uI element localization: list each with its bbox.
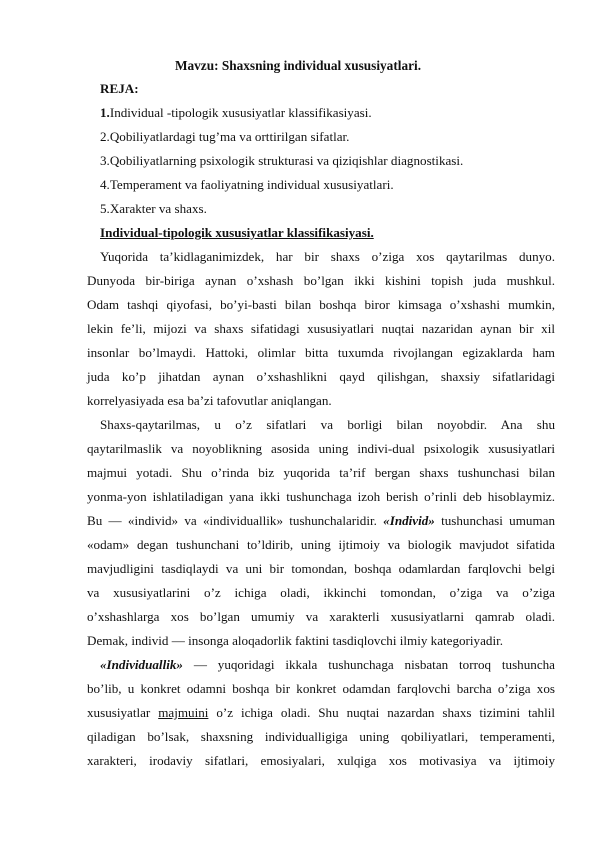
paragraph-line [100,657,555,673]
text-run: Bu — «individ» va «individuallik» tushunchalaridir. [87,513,384,528]
paragraph-line: Shaxs-qaytarilmas, u o’z sifatlari va borligi bilan noyobdir. Ana shu [100,417,555,432]
paragraph-line: «odam» degan tushunchani to’ldirib, uning ijtimoiy va biologik mavjudot sifatida [87,537,555,552]
paragraph-line: o’xshashlarga xos bo’lgan umumiy va xarakterli xususiyatlarni qamrab oladi. [87,609,555,624]
paragraph-line: bo’lib, u konkret odamni boshqa bir konkret odamdan farqlovchi barcha o’ziga xos [87,681,555,696]
paragraph-line [87,513,555,529]
paragraph-line: Odam tashqi qiyofasi, bo’yi-basti bilan boshqa biror kimsaga o’xshashi mumkin, [87,297,555,312]
text-run: xususiyatlar [87,705,159,720]
paragraph-line: lekin fe’li, mijozi va shaxs sifatidagi xususiyatlari nuqtai nazaridan aynan bir xil [87,321,555,336]
text-run: — yuqoridagi ikkala tushunchaga nisbatan torroq tushuncha [182,657,555,672]
paragraph-line: qiladigan bo’lsak, shaxsning individualligiga uning qobiliyatlari, temperamenti, [87,729,555,744]
plan-item: 2.Qobiliyatlardagi tug’ma va orttirilgan sifatlar. [100,129,350,144]
text-run: tushunchasi umuman [434,513,556,528]
paragraph-line: va xususiyatlarini o’z ichiga oladi, ikkinchi tomondan, o’ziga va o’ziga [87,585,555,600]
paragraph-line: xarakteri, irodaviy sifatlari, emosiyalari, xulqiga xos motivasiya va ijtimoiy [87,753,555,768]
plan-item: 3.Qobiliyatlarning psixologik strukturasi va qiziqishlar diagnostikasi. [100,153,464,168]
paragraph-line [87,705,555,721]
plan-item [100,105,372,121]
paragraph-line: mavjudligini tasdiqlaydi va uni bir tomondan, boshqa odamlardan farqlovchi belgi [87,561,555,576]
plan-item: 5.Xarakter va shaxs. [100,201,207,216]
paragraph-line: qaytarilmaslik va noyoblikning asosida uning indivi-dual psixologik xususiyatlari [87,441,555,456]
paragraph-line: juda ko’p jihatdan aynan o’xshashlikni qayd qilishgan, shaxsiy sifatlaridagi [87,369,555,384]
paragraph-line: Demak, individ — insonga aloqadorlik faktini tasdiqlovchi ilmiy kategoriyadir. [87,633,504,648]
paragraph-line: korrelyasiyada esa ba’zi tafovutlar aniqlangan. [87,393,332,408]
underlined-word: majmuini [158,705,209,720]
plan-item-number: 1. [100,105,110,120]
section-heading: Individual-tipologik xususiyatlar klassifikasiyasi. [100,225,374,240]
text-run: o’z ichiga oladi. Shu nuqtai nazardan shaxs tizimini tahlil [208,705,555,720]
plan-item-text: Individual -tipologik xususiyatlar klassifikasiyasi. [109,105,372,120]
paragraph-line: yonma-yon ishlatiladigan yana ikki tushunchaga izoh berish o’rinli deb hisoblaymiz. [87,489,555,504]
paragraph-line: majmui yotadi. Shu o’rinda biz yuqorida ta’rif bergan shaxs tushunchasi bilan [87,465,555,480]
page-title: Mavzu: Shaxsning individual xususiyatlari. [174,58,422,73]
term-individ: «Individ» [383,513,435,528]
paragraph-line: insonlar bo’lmaydi. Hattoki, olimlar bitta tuxumda rivojlangan egizaklarda ham [87,345,555,360]
plan-heading: REJA: [100,81,139,96]
term-individuallik: «Individuallik» [100,657,183,672]
plan-item: 4.Temperament va faoliyatning individual xususiyatlari. [100,177,394,192]
paragraph-line: Dunyoda bir-biriga aynan o’xshash bo’lgan ikki kishini topish juda mushkul. [87,273,555,288]
paragraph-line: Yuqorida ta’kidlaganimizdek, har bir shaxs o’ziga xos qaytarilmas dunyo. [100,249,555,264]
